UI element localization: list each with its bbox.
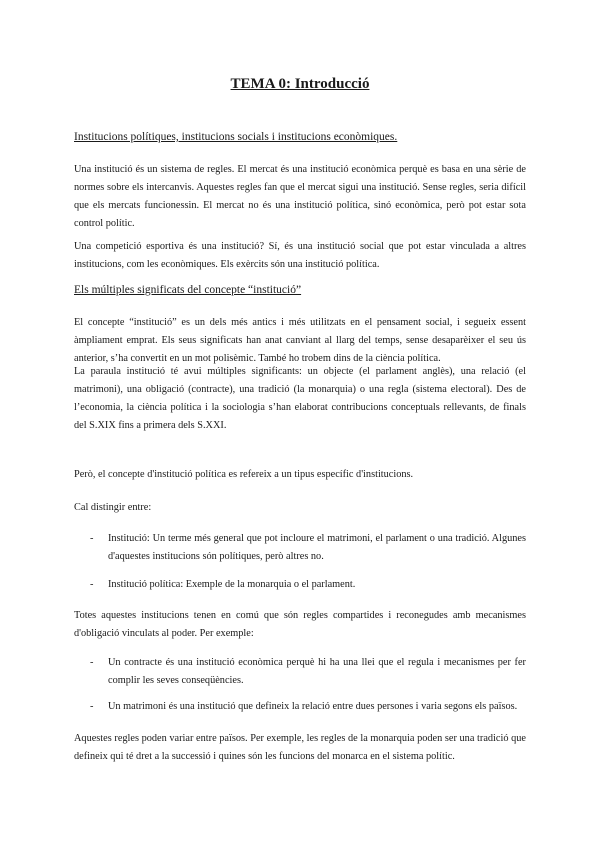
paragraph-rules-vary: Aquestes regles poden variar entre països. Per exemple, les regles de la monarquia poden ser una tradició que defineix qui té dret a la successió i quines són les funcions del monarca en el sistema polític. (74, 733, 526, 762)
paragraph-distinguish: Cal distingir entre: (74, 502, 152, 513)
section-heading-meanings: Els múltiples significats del concepte “institució” (74, 284, 302, 296)
list-item-political-institution (90, 576, 526, 594)
list-item-text: Institució: Un terme més general que pot incloure el matrimoni, el parlament o una tradició. Algunes d'aquestes institucions són polítiques, però altres no. (108, 533, 526, 562)
list-dash: - (90, 657, 94, 668)
list-dash: - (90, 579, 94, 590)
list-item-marriage (90, 698, 526, 716)
paragraph-institution-definition: Una institució és un sistema de regles. El mercat és una institució econòmica perquè es basa en una sèrie de normes sobre els intercanvis. Aquestes regles fan que el mercat sigui una institució. Sense regles, seria difícil que els mercats funcionessin. El mercat no és una institució política, sinó econòmica, però pot estar sota control polític. (74, 164, 526, 229)
paragraph-sports-competition: Una competició esportiva és una institució? Sí, és una institució social que pot estar vinculada a altres institucions, com les econòmiques. Els exèrcits són una institució política. (74, 241, 526, 270)
list-item-contract (90, 654, 526, 690)
list-dash: - (90, 701, 94, 712)
list-item-text: Institució política: Exemple de la monarquia o el parlament. (108, 579, 356, 590)
paragraph-shared-rules: Totes aquestes institucions tenen en comú que són regles compartides i reconegudes amb mecanismes d'obligació vinculats al poder. Per exemple: (74, 610, 526, 639)
document-title: TEMA 0: Introducció (230, 76, 370, 92)
list-item-text: Un matrimoni és una institució que defineix la relació entre dues persones i varia segons els països. (108, 701, 518, 712)
section-heading-institutions: Institucions polítiques, institucions socials i institucions econòmiques. (74, 131, 398, 143)
list-dash: - (90, 533, 94, 544)
paragraph-concept-history: El concepte “institució” es un dels més antics i més utilitzats en el pensament social, i segueix essent àmpliament emprat. Els seus significats han anat canviant al llarg del temps, sense desaparèixer el seu ús anterior, s’ha convertit en un mot polisèmic. També ho trobem dins de la ciència política. (74, 317, 526, 364)
paragraph-word-meanings: La paraula institució té avui múltiples significants: un objecte (el parlament anglès), una relació (el matrimoni), una obligació (contracte), una tradició (la monarquia) o una regla (sistema electoral). Des de l’economia, la ciència política i la sociologia s’han elaborat contribucions conceptuals rellevants, de finals del S.XIX fins a primera dels S.XXI. (74, 366, 526, 431)
list-item-institution (90, 530, 526, 566)
list-item-text: Un contracte és una institució econòmica perquè hi ha una llei que el regula i mecanismes per fer complir les seves conseqüències. (108, 657, 526, 686)
paragraph-political-institution: Però, el concepte d'institució política es refereix a un tipus específic d'institucions. (74, 469, 414, 480)
